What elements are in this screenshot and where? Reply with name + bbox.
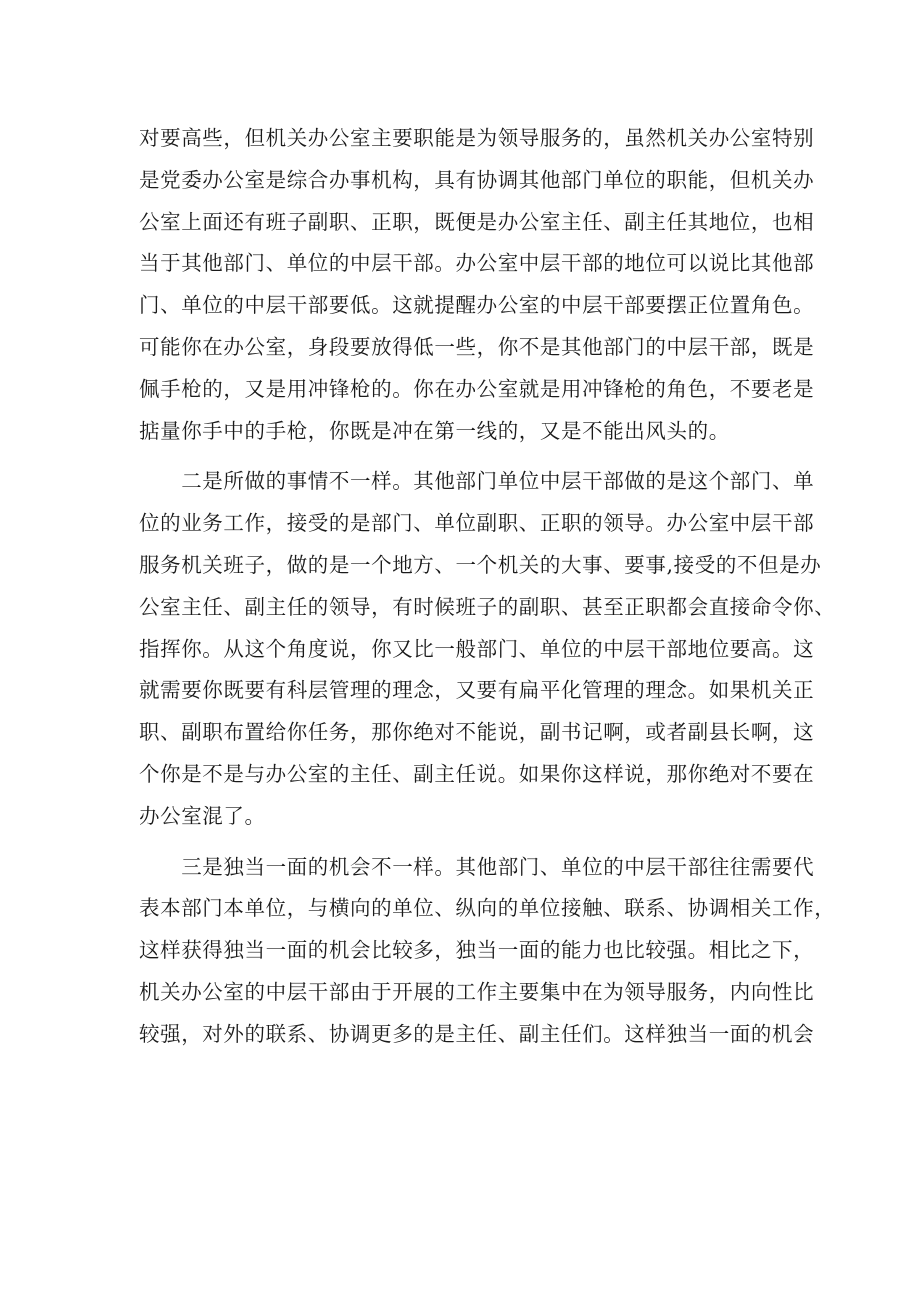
- paragraph-gap: [139, 452, 799, 461]
- paragraph-gap: [139, 838, 799, 847]
- text-line: 公室上面还有班子副职、正职，既便是办公室主任、副主任其地位，也相: [139, 209, 815, 234]
- text-line: 二是所做的事情不一样。其他部门单位中层干部做的是这个部门、单: [139, 469, 815, 494]
- document-body: [139, 118, 836, 1056]
- text-line: 表本部门本单位，与横向的单位、纵向的单位接触、联系、协调相关工作，: [139, 896, 836, 921]
- text-line: 个你是不是与办公室的主任、副主任说。如果你这样说，那你绝对不要在: [139, 761, 815, 786]
- paragraph-3: [139, 847, 836, 1056]
- paragraph-1: [139, 118, 815, 452]
- text-line: 就需要你既要有科层管理的理念，又要有扁平化管理的理念。如果机关正: [139, 678, 815, 703]
- text-line: 当于其他部门、单位的中层干部。办公室中层干部的地位可以说比其他部: [139, 251, 815, 276]
- text-line: 指挥你。从这个角度说，你又比一般部门、单位的中层干部地位要高。这: [139, 636, 815, 661]
- text-line: 机关办公室的中层干部由于开展的工作主要集中在为领导服务，内向性比: [139, 979, 815, 1004]
- text-line: 对要高些，但机关办公室主要职能是为领导服务的，虽然机关办公室特别: [139, 126, 815, 150]
- text-line: 位的业务工作，接受的是部门、单位副职、正职的领导。办公室中层干部: [139, 511, 815, 536]
- text-line: 是党委办公室是综合办事机构，具有协调其他部门单位的职能，但机关办: [139, 167, 815, 192]
- text-line: 佩手枪的，又是用冲锋枪的。你在办公室就是用冲锋枪的角色，不要老是: [139, 376, 815, 401]
- text-line: 这样获得独当一面的机会比较多，独当一面的能力也比较强。相比之下，: [139, 938, 815, 963]
- text-line: 公室主任、副主任的领导，有时候班子的副职、甚至正职都会直接命令你、: [139, 594, 836, 619]
- text-line: 可能你在办公室，身段要放得低一些，你不是其他部门的中层干部，既是: [139, 334, 815, 359]
- text-line: 职、副职布置给你任务，那你绝对不能说，副书记啊，或者副县长啊，这: [139, 720, 815, 745]
- text-line: 掂量你手中的手枪，你既是冲在第一线的，又是不能出风头的。: [139, 418, 730, 443]
- text-line: 较强，对外的联系、协调更多的是主任、副主任们。这样独当一面的机会: [139, 1021, 815, 1046]
- text-line: 门、单位的中层干部要低。这就提醒办公室的中层干部要摆正位置角色。: [139, 293, 815, 318]
- text-line: 服务机关班子，做的是一个地方、一个机关的大事、要事,接受的不但是办: [139, 552, 822, 577]
- text-line: 办公室混了。: [139, 803, 266, 828]
- text-line: 三是独当一面的机会不一样。其他部门、单位的中层干部往往需要代: [139, 854, 815, 879]
- paragraph-2: [139, 461, 836, 837]
